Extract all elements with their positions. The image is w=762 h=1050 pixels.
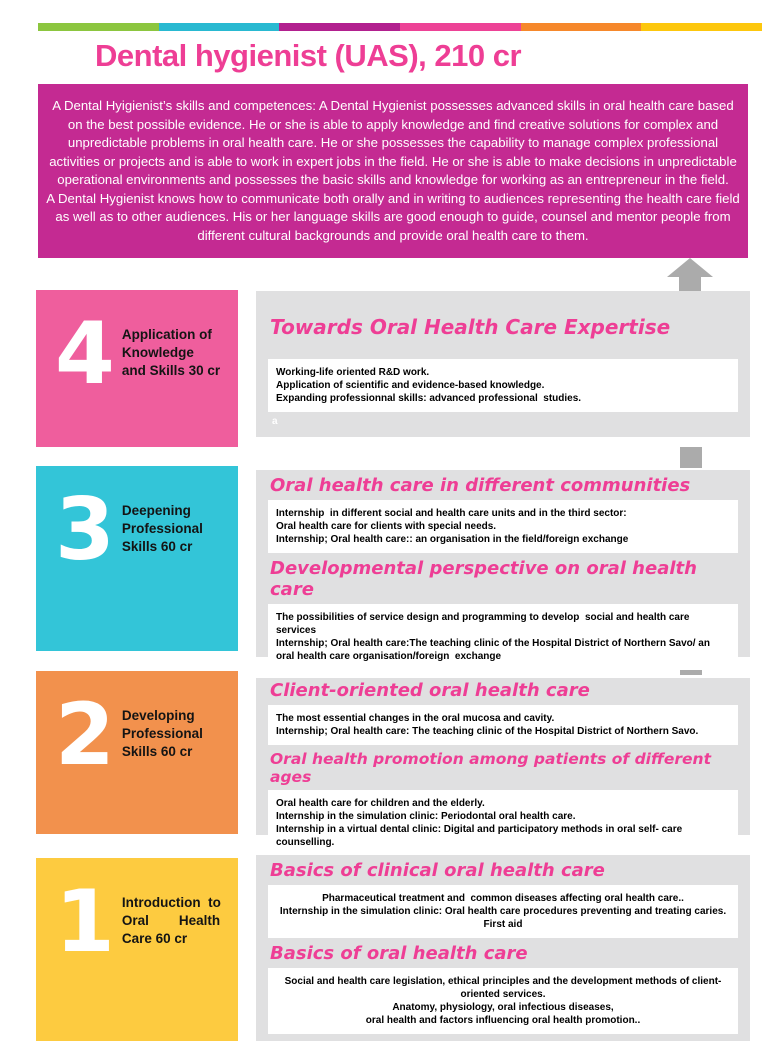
level-4-label: Application of Knowledge and Skills 30 cr xyxy=(121,327,221,378)
section-heading: Oral health promotion among patients of different ages xyxy=(270,750,711,786)
section-details: The possibilities of service design and programming to develop social and health care services Internship; Oral health care:The teaching clinic of the Hospital District of Northern Savo/ an oral health care organisation/foreign exchange xyxy=(268,604,738,670)
section-details: Pharmaceutical treatment and common diseases affecting oral health care.. Internship in the simulation clinic: Oral health care procedures preventing and treating caries. First aid xyxy=(268,885,738,938)
level-1-content-panel xyxy=(256,855,750,1041)
stripe-segment-green xyxy=(38,23,159,31)
section-heading: Developmental perspective on oral health care xyxy=(270,558,697,600)
stripe-segment-pink xyxy=(400,23,521,31)
level-2-label: Developing Professional Skills 60 cr xyxy=(121,708,203,759)
stripe-segment-orange xyxy=(521,23,642,31)
level-3-number: 3 xyxy=(55,480,112,580)
level-1-number: 1 xyxy=(55,872,112,972)
stripe-segment-purple xyxy=(279,23,400,31)
level-4-box xyxy=(36,290,238,447)
level-2-content-panel xyxy=(256,678,750,848)
level-2-box xyxy=(36,671,238,834)
intro-paragraph-1: A Dental Hyigienist’s skills and competences: A Dental Hygienist possesses advanced skills in oral health care based on the best possible evidence. He or she is able to apply knowledge and find creative solutions for complex and unpredictable problems in oral health care. He or she possesses the capability to manage complex professional activities or projects and is able to work in expert jobs in the field. He or she is able to make decisions in unpredictable operational environments and possesses the basic skills and knowledge for working as an entrepreneur in the field. xyxy=(49,98,737,187)
level-4-content-panel xyxy=(256,291,750,437)
up-arrow-shaft xyxy=(679,276,701,292)
section-details: The most essential changes in the oral mucosa and cavity. Internship; Oral health care: The teaching clinic of the Hospital District of Northern Savo. xyxy=(268,705,738,745)
section-heading: Basics of oral health care xyxy=(270,943,528,964)
level-3-box xyxy=(36,466,238,651)
level-4-number: 4 xyxy=(55,304,112,404)
section-heading: Towards Oral Health Care Expertise xyxy=(270,315,671,339)
competences-intro-block xyxy=(38,84,748,258)
section-details: Oral health care for children and the elderly. Internship in the simulation clinic: Periodontal oral health care. Internship in a virtual dental clinic: Digital and participatory methods in oral self- care counselling. xyxy=(268,790,738,856)
level-3-content-panel xyxy=(256,470,750,662)
level-1-label: Introduction to Oral Health Care 60 cr xyxy=(121,895,221,946)
intro-paragraph-2: A Dental Hygienist knows how to communicate both orally and in writing to audiences representing the health care field as well as to other audiences. His or her language skills are good enough to guide, counsel and mentor people from different cultural backgrounds and provide oral health care to them. xyxy=(46,190,740,243)
section-details: Social and health care legislation, ethical principles and the development methods of client-oriented services. Anatomy, physiology, oral infectious diseases, oral health and factors influencing oral health promotion.. xyxy=(268,968,738,1034)
page-title: Dental hygienist (UAS), 210 cr xyxy=(95,38,522,73)
stray-character: a xyxy=(272,416,278,427)
section-heading: Client-oriented oral health care xyxy=(270,680,590,701)
stripe-segment-cyan xyxy=(159,23,280,31)
flow-connector xyxy=(680,447,702,468)
stripe-segment-yellow xyxy=(641,23,762,31)
section-heading: Oral health care in different communities xyxy=(270,475,691,496)
level-1-box xyxy=(36,858,238,1041)
top-rainbow-stripe xyxy=(38,23,762,31)
level-3-label: Deepening Professional Skills 60 cr xyxy=(121,503,203,554)
section-details: Working-life oriented R&D work. Application of scientific and evidence-based knowledge. Expanding professionnal skills: advanced professional studies. xyxy=(268,359,738,412)
up-arrow-icon xyxy=(667,258,713,277)
section-details: Internship in different social and health care units and in the third sector: Oral health care for clients with special needs. Internship; Oral health care:: an organisation in the field/foreign exchange xyxy=(268,500,738,553)
section-heading: Basics of clinical oral health care xyxy=(270,860,605,881)
level-2-number: 2 xyxy=(55,685,112,785)
